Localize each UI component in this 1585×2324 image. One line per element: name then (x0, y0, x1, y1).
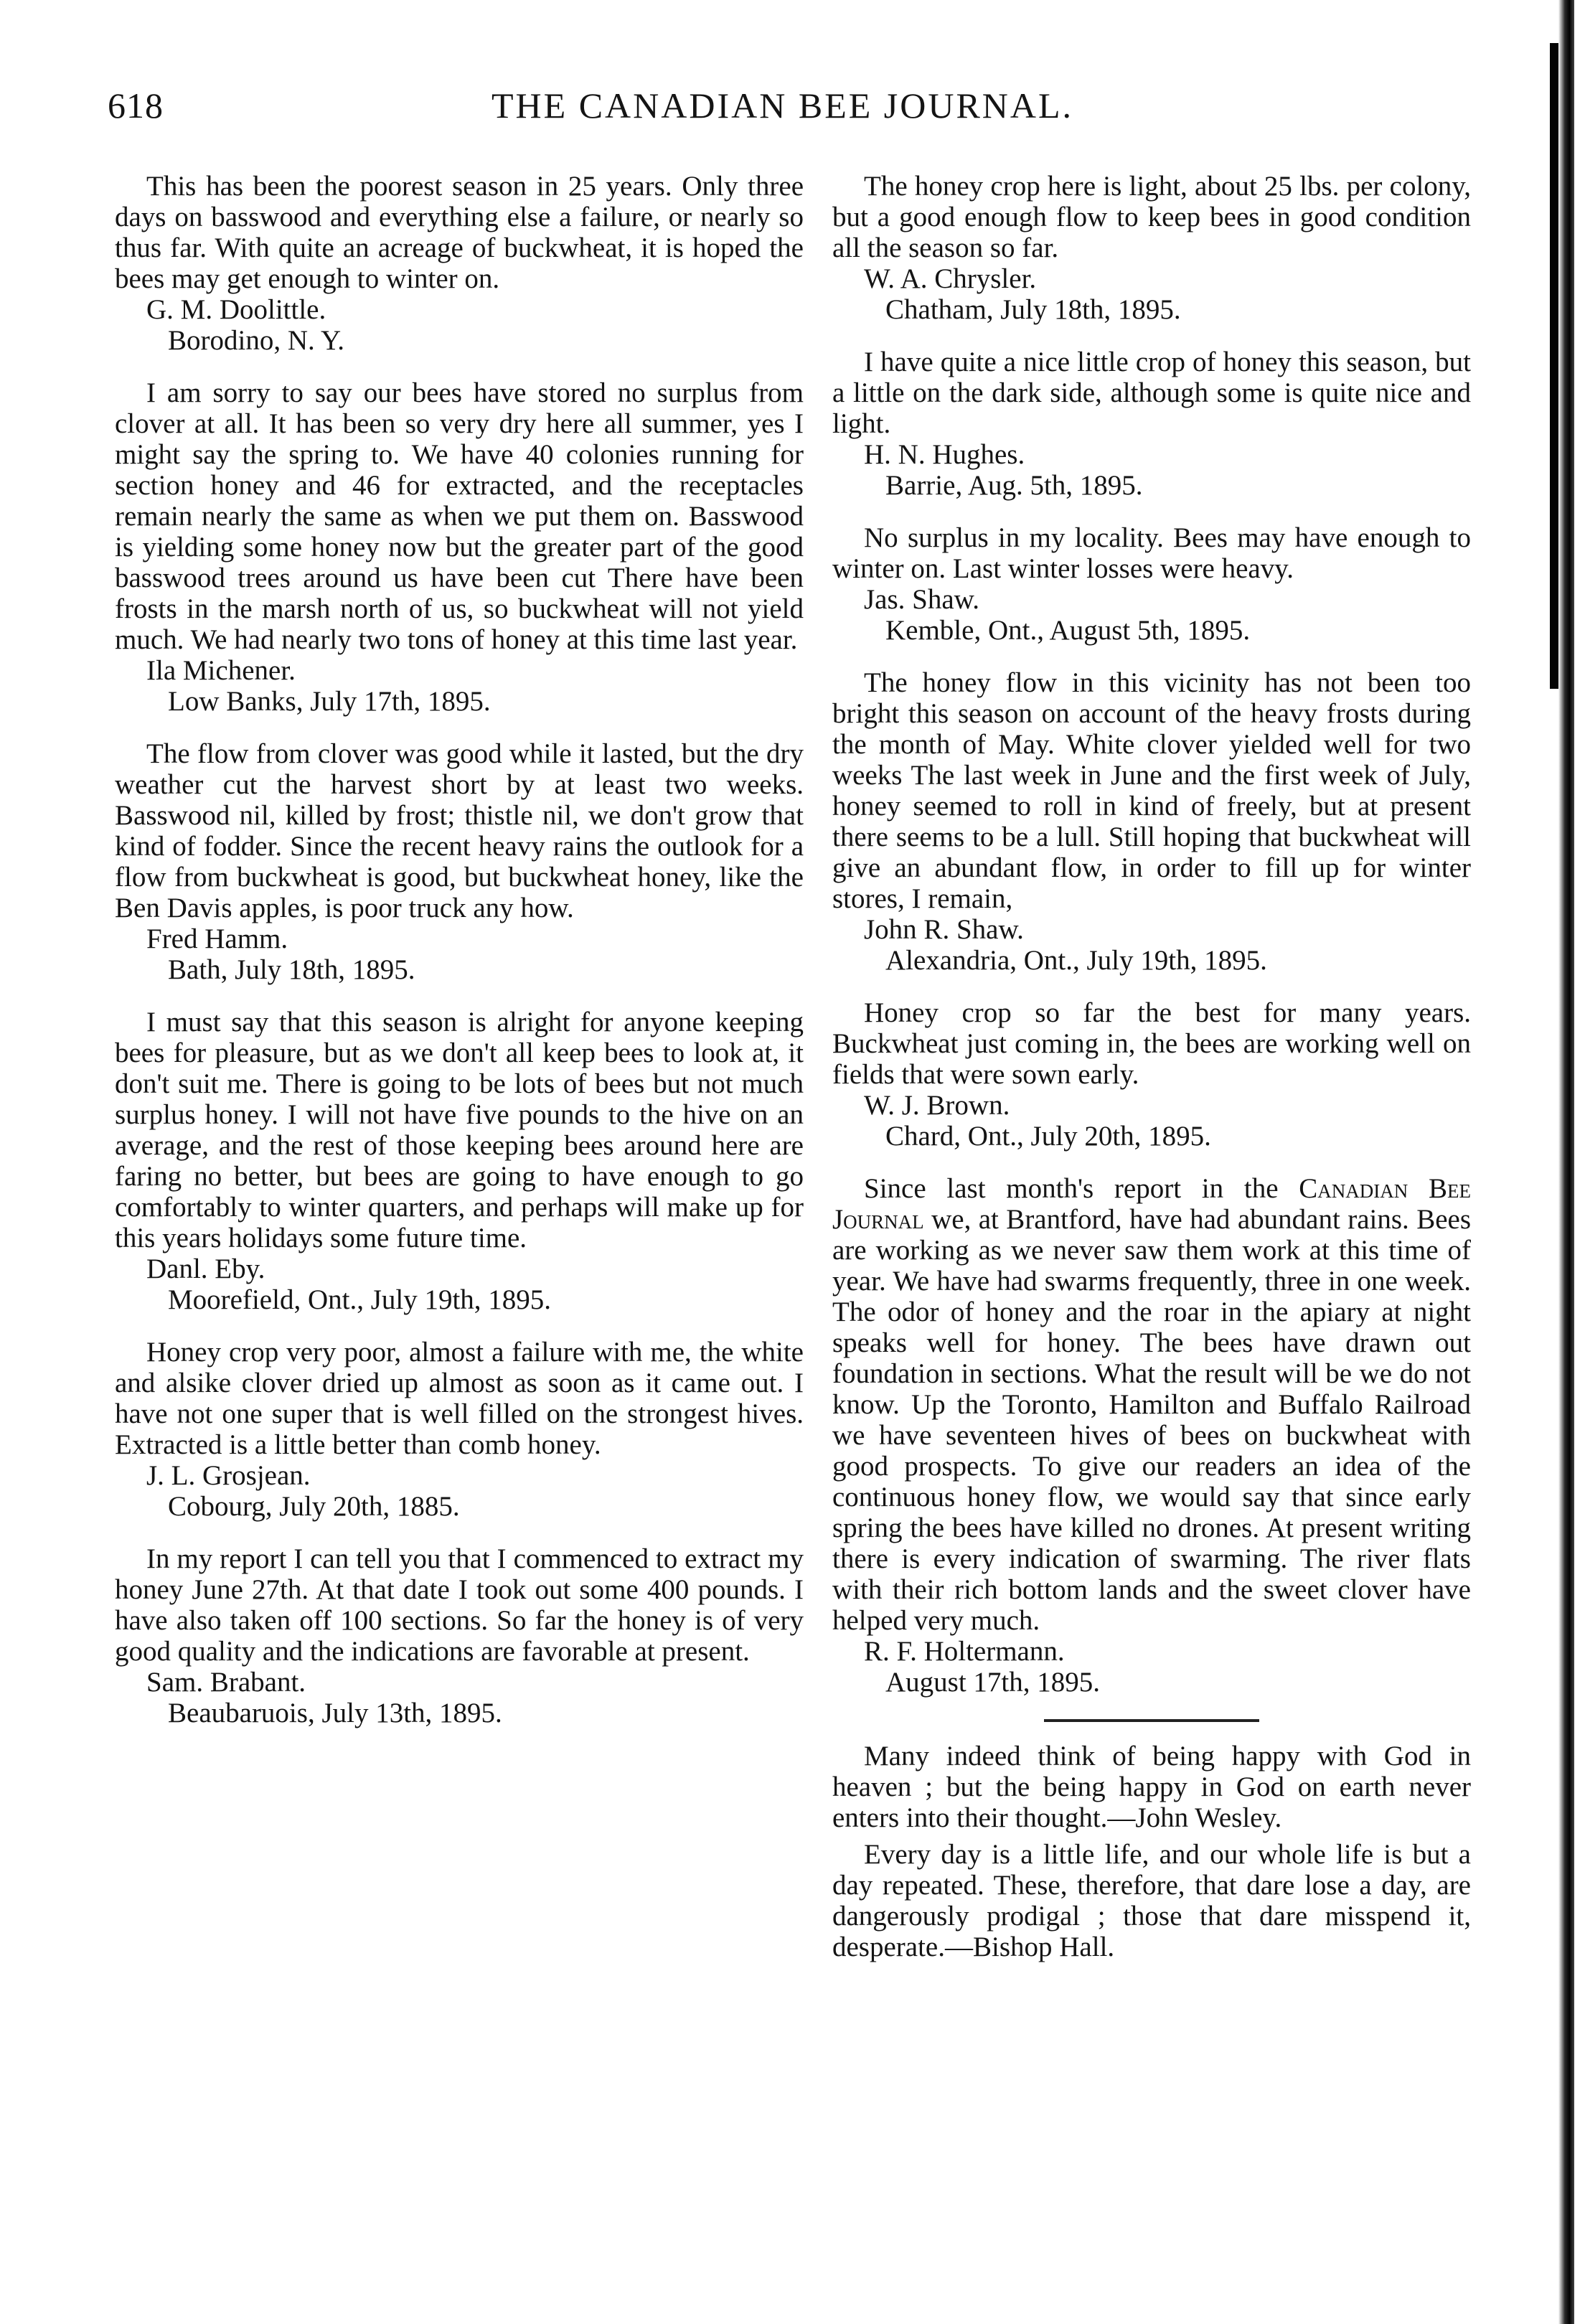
editorial-date: August 17th, 1895. (885, 1667, 1101, 1698)
report-body: This has been the poorest season in 25 years. Only three days on basswood and everything else a failure, or nearly so thus far. With quite an acreage of buckwheat, it is hoped the bees may get enough to winter on. (115, 171, 804, 294)
report-place: Moorefield, Ont., July 19th, 1895. (168, 1284, 552, 1315)
report-body: The flow from clover was good while it lasted, but the dry weather cut the harvest short by at least two weeks. Basswood nil, killed by frost; thistle nil, we don't grow that kind of fodder. Since the recent heavy rains the outlook for a flow from buckwheat is good, but buckwheat honey, like the Ben Davis apples, is poor truck any how. (115, 738, 804, 923)
page-header (108, 85, 1471, 135)
report-grosjean (115, 1337, 804, 1522)
section-divider (1044, 1719, 1259, 1722)
report-place: Alexandria, Ont., July 19th, 1895. (885, 945, 1267, 976)
report-place: Chatham, July 18th, 1895. (885, 294, 1181, 325)
report-signature: G. M. Doolittle. (146, 294, 326, 325)
report-place: Cobourg, July 20th, 1885. (168, 1491, 460, 1522)
report-signature: H. N. Hughes. (864, 439, 1025, 470)
binding-edge (1558, 0, 1574, 2324)
report-body: The honey crop here is light, about 25 lbs. per colony, but a good enough flow to keep bees in good condition all the season so far. (832, 171, 1471, 263)
report-place: Barrie, Aug. 5th, 1895. (885, 470, 1143, 501)
report-body: The honey flow in this vicinity has not been too bright this season on account of the heavy frosts during the month of May. White clover yielded well for two weeks The last week in June and the first week of July, honey seemed to roll in kind of freely, but at present there seems to be a lull. Still hoping that buckwheat will give an abundant flow, in order to fill up for winter stores, I remain, (832, 667, 1471, 914)
report-place: Low Banks, July 17th, 1895. (168, 686, 491, 717)
report-signature: J. L. Grosjean. (146, 1460, 311, 1491)
report-body: In my report I can tell you that I commenced to extract my honey June 27th. At that date I took out some 400 pounds. I have also taken off 100 sections. So far the honey is of very good quality and the indications are favorable at present. (115, 1543, 804, 1667)
report-signature: John R. Shaw. (864, 914, 1024, 945)
report-place: Borodino, N. Y. (168, 325, 344, 356)
report-place: Chard, Ont., July 20th, 1895. (885, 1121, 1211, 1152)
report-body: Honey crop very poor, almost a failure with me, the white and alsike clover dried up almost as soon as it came out. I have not one super that is well filled on the strongest hives. Extracted is a little better than comb honey. (115, 1337, 804, 1460)
report-signature: Jas. Shaw. (864, 584, 980, 615)
report-body: I must say that this season is alright for anyone keeping bees for pleasure, but as we don't all keep bees to look at, it don't suit me. There is going to be lots of bees but not much surplus honey. I will not have five pounds to the hive on an average, and the rest of those keeping bees around here are faring no better, but bees are going to have enough to go comfortably to winter quarters, and perhaps will make up for this years holidays some future time. (115, 1007, 804, 1253)
report-hamm (115, 738, 804, 985)
report-body: I have quite a nice little crop of honey this season, but a little on the dark side, although some is quite nice and light. (832, 347, 1471, 439)
report-chrysler (832, 171, 1471, 325)
report-doolittle (115, 171, 804, 356)
editorial-body (832, 1173, 1471, 1636)
report-signature: Ila Michener. (146, 655, 296, 686)
quote-hall: Every day is a little life, and our whole life is but a day repeated. These, therefore, that dare lose a day, are dangerously prodigal ; those that dare misspend it, desperate.—Bishop Hall. (832, 1839, 1471, 1962)
report-eby (115, 1007, 804, 1315)
quote-wesley: Many indeed think of being happy with God in heaven ; but the being happy in God on earth never enters into their thought.—John Wesley. (832, 1741, 1471, 1833)
right-column (832, 171, 1471, 1968)
report-hughes (832, 347, 1471, 501)
journal-name: Canadian Bee Journal (832, 1173, 1472, 1235)
report-body: I am sorry to say our bees have stored no surplus from clover at all. It has been so very dry here all summer, yes I might say the spring to. We have 40 colonies running for section honey and 46 for extracted, and the receptacles remain nearly the same as when we put them on. Basswood is yielding some honey now but the greater part of the good basswood trees around us have been cut There have been frosts in the marsh north of us, so buckwheat will not yield much. We had nearly two tons of honey at this time last year. (115, 377, 804, 655)
report-signature: Sam. Brabant. (146, 1667, 306, 1698)
report-signature: W. J. Brown. (864, 1090, 1010, 1121)
journal-title: THE CANADIAN BEE JOURNAL. (492, 85, 1074, 126)
left-column (115, 171, 804, 1750)
report-brown (832, 997, 1471, 1152)
report-signature: Fred Hamm. (146, 923, 288, 954)
report-john-shaw (832, 667, 1471, 976)
report-brabant (115, 1543, 804, 1728)
report-place: Kemble, Ont., August 5th, 1895. (885, 615, 1251, 646)
report-body: No surplus in my locality. Bees may have enough to winter on. Last winter losses were heavy. (832, 522, 1471, 584)
report-place: Bath, July 18th, 1895. (168, 954, 415, 985)
report-jas-shaw (832, 522, 1471, 646)
report-body: Honey crop so far the best for many years. Buckwheat just coming in, the bees are working well on fields that were sown early. (832, 997, 1471, 1090)
editorial-lead: Since last month's report in the (864, 1173, 1279, 1204)
report-signature: Danl. Eby. (146, 1253, 265, 1284)
editorial-report (832, 1173, 1471, 1698)
editorial-rest: we, at Brantford, have had abundant rains. Bees are working as we never saw them work at this time of year. We have had swarms frequently, three in one week. The odor of honey and the roar in the apiary at night speaks well for honey. The bees have drawn out foundation in sections. What the result will be we do not know. Up the Toronto, Hamilton and Buffalo Railroad we have seventeen hives of bees on buckwheat with good prospects. To give our readers an idea of the continuous honey flow, we would say that since early spring the bees have killed no drones. At present writing there is every indication of swarming. The river flats with their rich bottom lands and the sweet clover have helped very much. (832, 1204, 1472, 1636)
page-number: 618 (108, 85, 164, 126)
report-place: Beaubaruois, July 13th, 1895. (168, 1698, 502, 1728)
report-michener (115, 377, 804, 717)
report-signature: W. A. Chrysler. (864, 263, 1037, 294)
editorial-signature: R. F. Holtermann. (864, 1636, 1065, 1667)
